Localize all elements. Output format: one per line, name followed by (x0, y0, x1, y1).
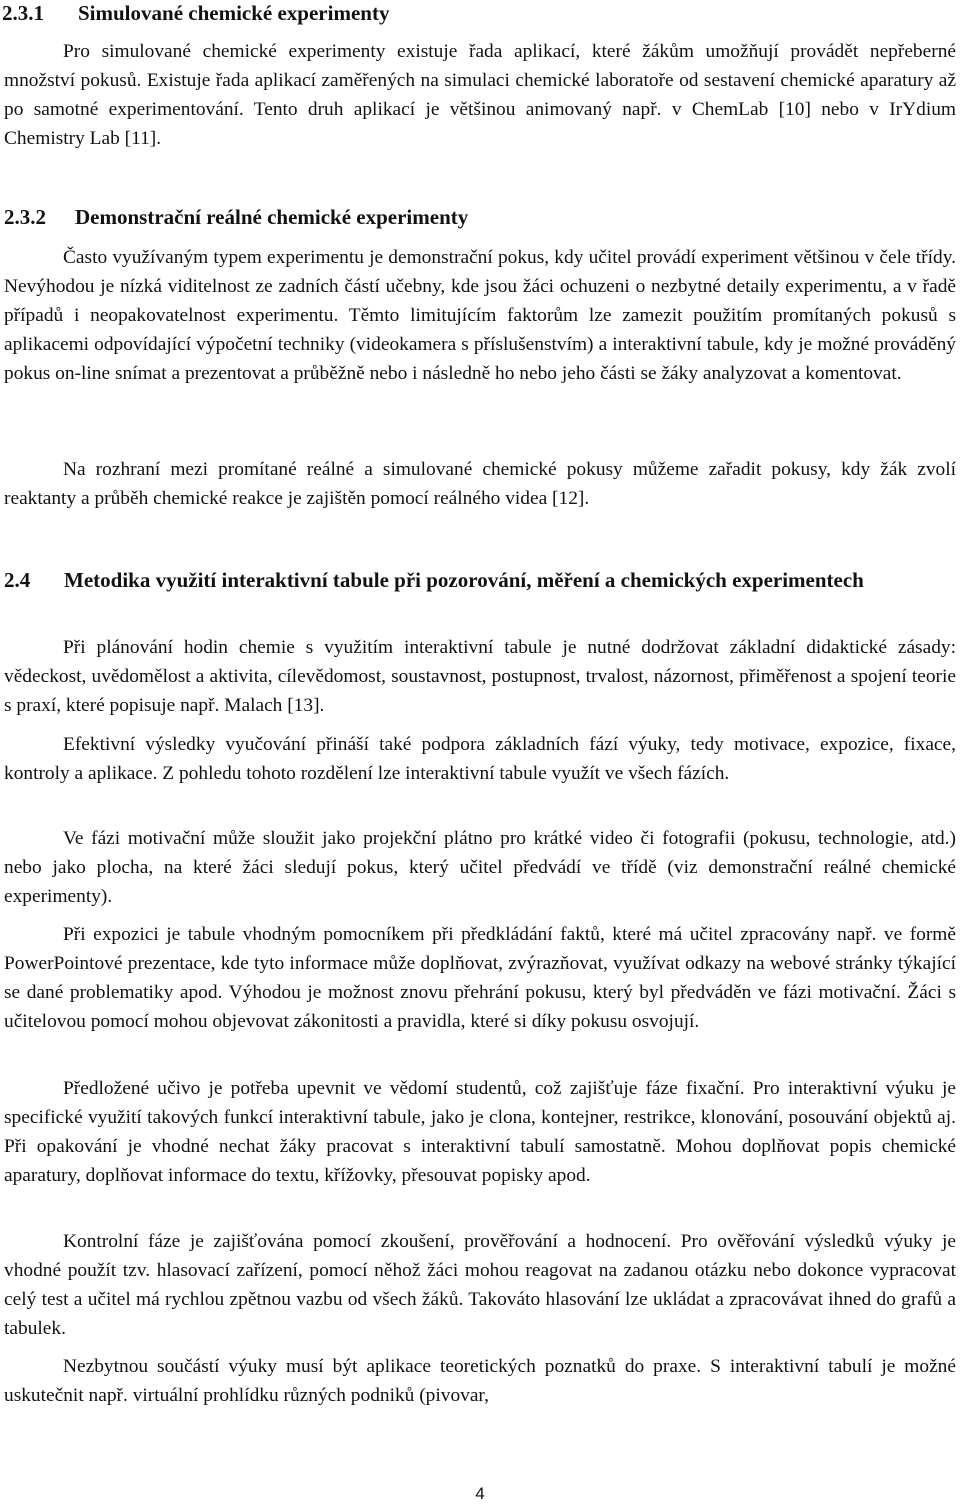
paragraph: Ve fázi motivační může sloužit jako projekční plátno pro krátké video či fotografii (pokusu, technologie, atd.) nebo jako plocha, na které žáci sledují pokus, který učitel předvádí ve třídě (viz demonstrační reálné chemické experimenty). (4, 828, 956, 907)
paragraph: Pro simulované chemické experimenty existuje řada aplikací, které žákům umožňují provádět nepřeberné množství pokusů. Existuje řada aplikací zaměřených na simulaci chemické laboratoře od sestavení chemické aparatury až po samotné experimentování. Tento druh aplikací je většinou animovaný např. v ChemLab [10] nebo v IrYdium Chemistry Lab [11]. (4, 41, 956, 149)
paragraph: Při expozici je tabule vhodným pomocníkem při předkládání faktů, které má učitel zpracovány např. ve formě PowerPointové prezentace, kde tyto informace může doplňovat, zvýrazňovat, využívat odkazy na webové stránky týkající se dané problematiky apod. Výhodou je možnost znovu přehrání pokusu, který byl předváděn ve fázi motivační. Žáci s učitelovou pomocí mohou objevovat zákonitosti a pravidla, které si díky pokusu osvojují. (4, 924, 956, 1032)
paragraph: Předložené učivo je potřeba upevnit ve vědomí studentů, což zajišťuje fáze fixační. Pro interaktivní výuku je specifické využití takových funkcí interaktivní tabule, jako je clona, kontejner, restrikce, klonování, posouvání objektů aj. Při opakování je vhodné nechat žáky pracovat s interaktivní tabulí samostatně. Mohou doplňovat popis chemické aparatury, doplňovat informace do textu, křížovky, přesouvat popisky apod. (4, 1078, 956, 1186)
section-heading-2-4 (4, 566, 904, 595)
paragraph: Často využívaným typem experimentu je demonstrační pokus, kdy učitel provádí experiment většinou v čele třídy. Nevýhodou je nízká viditelnost ze zadních částí učebny, kde jsou žáci ochuzeni o nezbytné detaily experimentu, a v řadě případů i neopakovatelnost experimentu. Těmto limitujícím faktorům lze zamezit použitím promítaných pokusů s aplikacemi odpovídající výpočetní techniky (videokamera s příslušenstvím) a interaktivní tabule, kdy je možné prováděný pokus on-line snímat a prezentovat a průběžně nebo i následně ho nebo jeho části se žáky analyzovat a komentovat. (4, 247, 956, 384)
section-heading-2-3-2 (4, 204, 468, 230)
section-number: 2.3.2 (4, 205, 46, 229)
paragraph: Nezbytnou součástí výuky musí být aplikace teoretických poznatků do praxe. S interaktivní tabulí je možné uskutečnit např. virtuální prohlídku různých podniků (pivovar, (4, 1356, 956, 1406)
section-number: 2.3.1 (2, 1, 44, 25)
paragraph: Při plánování hodin chemie s využitím interaktivní tabule je nutné dodržovat základní didaktické zásady: vědeckost, uvědomělost a aktivita, cílevědomost, soustavnost, postupnost, trvalost, názornost, přiměřenost a spojení teorie s praxí, které popisuje např. Malach [13]. (4, 637, 956, 716)
page-number: 4 (475, 1484, 485, 1503)
section-title: Simulované chemické experimenty (78, 1, 390, 25)
section-heading-2-3-1 (2, 0, 389, 26)
paragraph: Na rozhraní mezi promítané reálné a simulované chemické pokusy můžeme zařadit pokusy, kdy žák zvolí reaktanty a průběh chemické reakce je zajištěn pomocí reálného videa [12]. (4, 459, 956, 509)
section-title: Demonstrační reálné chemické experimenty (75, 205, 469, 229)
section-title: Metodika využití interaktivní tabule při pozorování, měření a chemických experimentech (64, 568, 864, 592)
section-number: 2.4 (4, 568, 31, 592)
paragraph: Efektivní výsledky vyučování přináší také podpora základních fází výuky, tedy motivace, expozice, fixace, kontroly a aplikace. Z pohledu tohoto rozdělení lze interaktivní tabule využít ve všech fázích. (4, 734, 956, 784)
paragraph: Kontrolní fáze je zajišťována pomocí zkoušení, prověřování a hodnocení. Pro ověřování výsledků výuky je vhodné použít tzv. hlasovací zařízení, pomocí něhož žáci mohou reagovat na zadanou otázku nebo dokonce vypracovat celý test a učitel má rychlou zpětnou vazbu od všech žáků. Takováto hlasování lze ukládat a zpracovávat ihned do grafů a tabulek. (4, 1231, 956, 1339)
